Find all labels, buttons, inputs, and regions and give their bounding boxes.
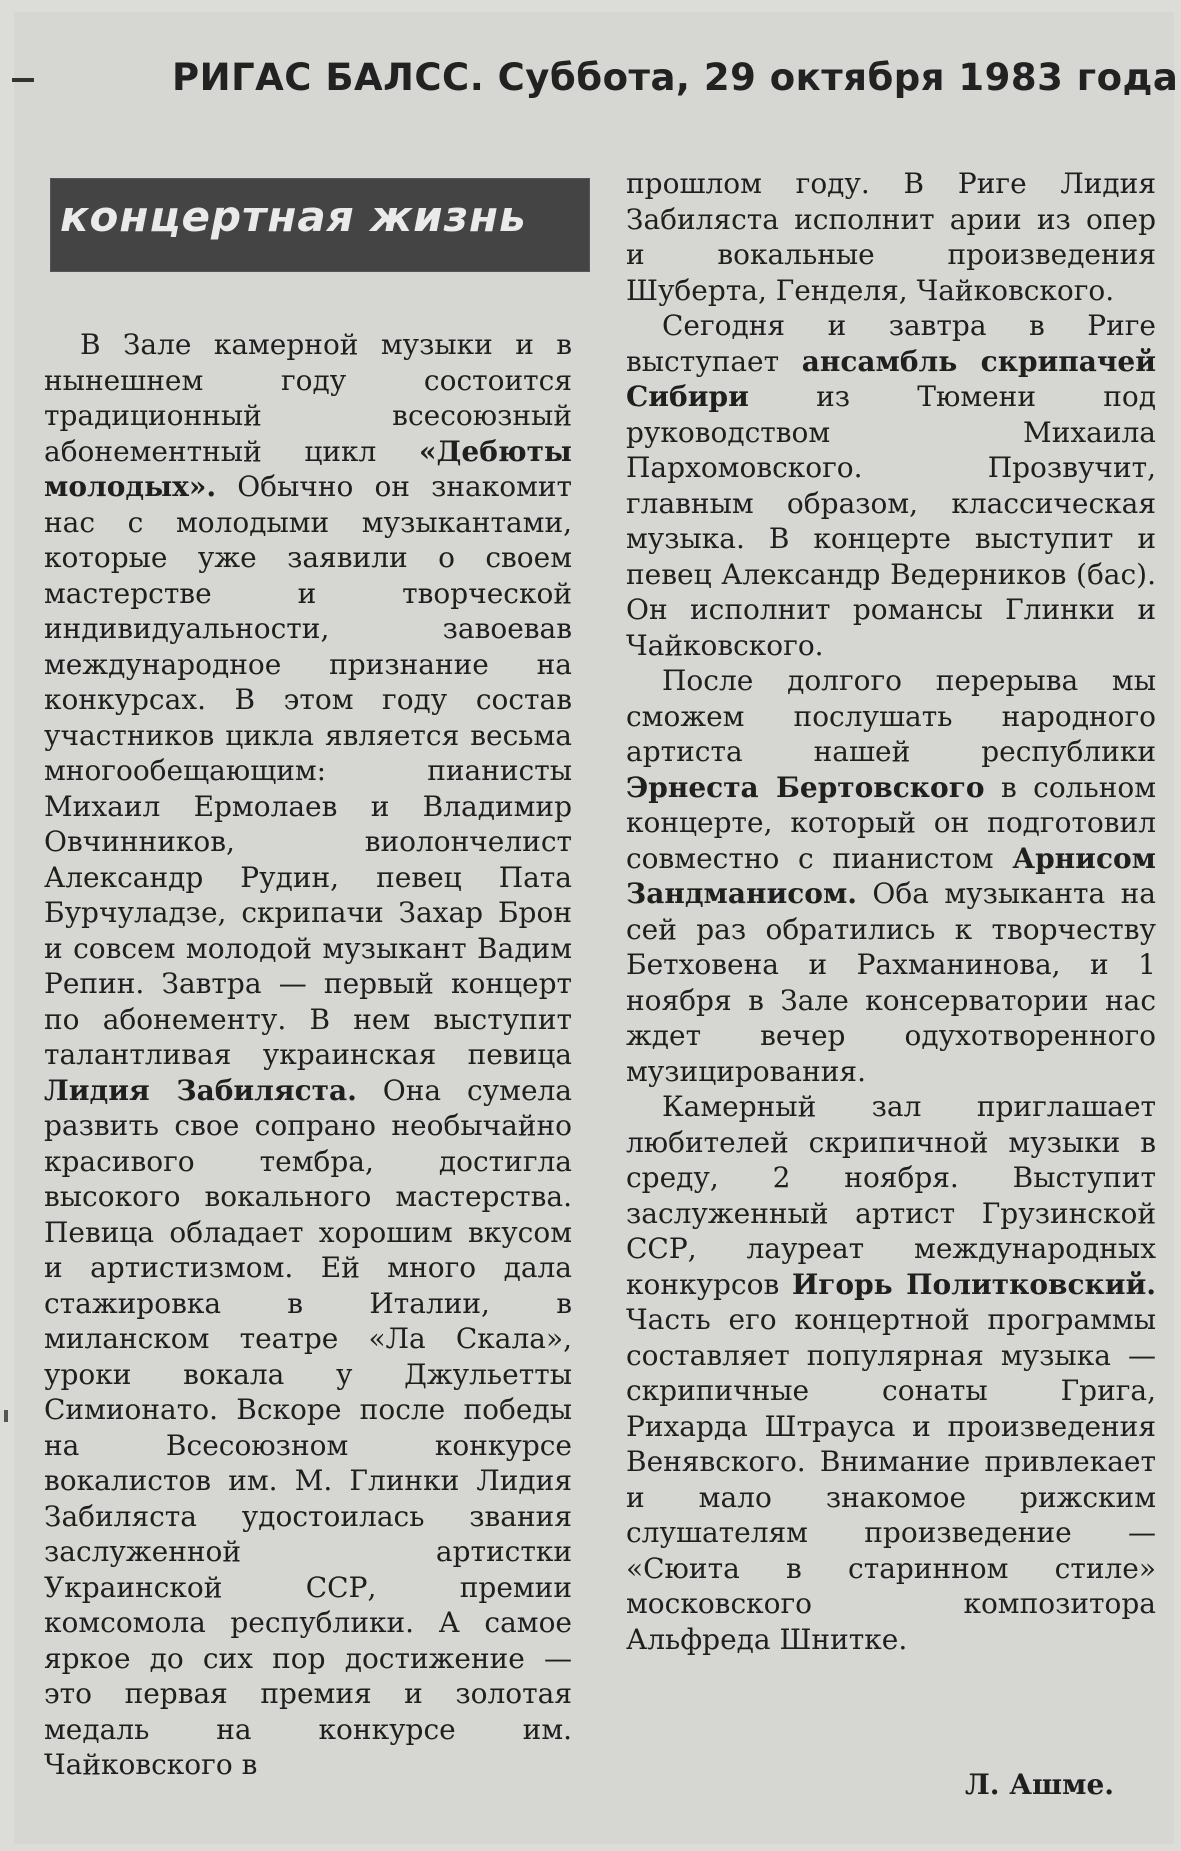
article-paragraph: прошлом году. В Риге Лидия Забиляста исполнит арии из опер и вокальные произведения Шуберта, Генделя, Чайковского.: [626, 167, 1156, 307]
author-signature: Л. Ашме.: [965, 1768, 1115, 1801]
paragraph-text: Часть его концертной программы составляет популярная музыка — скрипичные сонаты Грига, Рихарда Штрауса и произведения Венявского. Внимание привлекает и мало знакомое рижским слушателям произведение — «Сюита в старинном стиле» московского композитора Альфреда Шнитке.: [626, 1303, 1156, 1656]
article-paragraph: [626, 663, 1156, 1089]
violinist-name: Игорь Политковский.: [791, 1267, 1156, 1301]
article-paragraph: [44, 327, 572, 1783]
section-title: концертная жизнь: [60, 192, 527, 241]
article-right-column: [626, 166, 1156, 1657]
margin-tick: [4, 1410, 8, 1422]
paragraph-text: Оба музыканта на сей раз обратились к творчеству Бетховена и Рахманинова, и 1 ноября в Зале консерватории нас ждет вечер одухотворенного музицирования.: [626, 877, 1156, 1088]
paragraph-text: из Тюмени под руководством Михаила Пархомовского. Прозвучит, главным образом, классическая музыка. В концерте выступит и певец Александр Ведерников (бас). Он исполнит романсы Глинки и Чайковского.: [626, 380, 1156, 662]
paragraph-text: Она сумела развить свое сопрано необычайно красивого тембра, достигла высокого вокального мастерства. Певица обладает хорошим вкусом и артистизмом. Ей много дала стажировка в Италии, в миланском театре «Ла Скала», уроки вокала у Джульетты Симионато. Вскоре после победы на Всесоюзном конкурсе вокалистов им. М. Глинки Лидия Забиляста удостоилась звания заслуженной артистки Украинской ССР, премии комсомола республики. А самое яркое до сих пор достижение — это первая премия и золотая медаль на конкурсе им. Чайковского в: [44, 1073, 572, 1781]
pianist-name: Арнисом Зандманисом.: [626, 841, 1156, 910]
paragraph-text: в сольном концерте, который он подготовил совместно с пианистом: [626, 770, 1157, 875]
paragraph-text: В Зале камерной музыки и в нынешнем году состоится традиционный всесоюзный абонементный цикл: [44, 328, 572, 468]
cycle-name: «Дебюты молодых».: [44, 434, 572, 503]
article-left-column: [44, 327, 572, 1783]
section-banner: [50, 178, 590, 272]
paragraph-text: Обычно он знакомит нас с молодыми музыкантами, которые уже заявили о своем мастерстве и творческой индивидуальности, завоевав международное признание на конкурсах. В этом году состав участников цикла является весьма многообещающим: пианисты Михаил Ермолаев и Владимир Овчинников, виолончелист Александр Рудин, певец Пата Бурчуладзе, скрипачи Захар Брон и совсем молодой музыкант Вадим Репин. Завтра — первый концерт по абонементу. В нем выступит талантливая украинская певица: [44, 470, 572, 1071]
paragraph-text: Камерный зал приглашает любителей скрипичной музыки в среду, 2 ноября. Выступит заслуженный артист Грузинской ССР, лауреат международных конкурсов: [626, 1090, 1156, 1301]
article-paragraph: [626, 1089, 1156, 1657]
newspaper-dateline: РИГАС БАЛСС. Суббота, 29 октября 1983 года: [172, 56, 1179, 99]
paragraph-text: Сегодня и завтра в Риге выступает: [626, 309, 1156, 378]
paragraph-text: После долгого перерыва мы сможем послушать народного артиста нашей республики: [626, 664, 1156, 768]
margin-dash: [12, 78, 34, 82]
performer-name: Эрнеста Бертовского: [626, 770, 985, 804]
performer-name: Лидия Забиляста.: [44, 1073, 357, 1107]
article-paragraph: [626, 308, 1156, 663]
ensemble-name: ансамбль скрипачей Сибири: [626, 344, 1156, 413]
